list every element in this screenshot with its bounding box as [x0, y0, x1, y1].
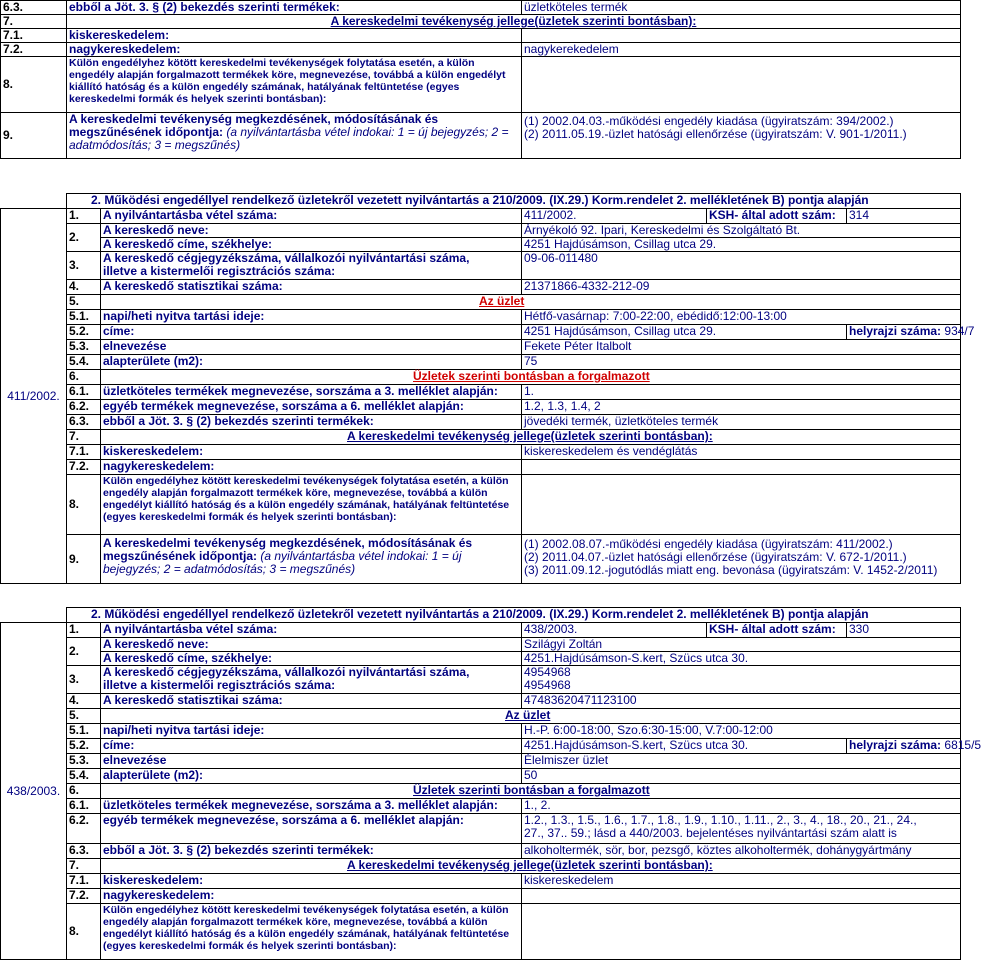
hrsz-cell	[847, 324, 975, 340]
row-5-4	[1, 355, 961, 370]
row-5	[1, 709, 961, 724]
row-2-name	[1, 638, 961, 652]
row-num: 6.3.	[1, 1, 67, 15]
row-4	[1, 280, 961, 295]
row-num: 5.1.	[67, 724, 101, 739]
row-value	[522, 666, 961, 694]
row-7	[1, 15, 961, 29]
row-value: 1.	[522, 385, 961, 400]
row-num: 6.3.	[67, 415, 101, 430]
row-num: 7.2.	[67, 889, 101, 904]
row-label: Külön engedélyhez kötött kereskedelmi tevékenységek folytatása esetén, a külön engedély alapján forgalmazott termékek köre, megnevezése, továbbá a külön engedélyt kiállító hatóság és a külön engedély számának, hatályának feltüntetése (egyes kereskedelmi formák és helyek szerinti bontásban):	[101, 904, 522, 960]
row-label: ebből a Jöt. 3. § (2) bekezdés szerinti termékek:	[67, 1, 522, 15]
history-entry: (2) 2011.04.07.-üzlet hatósági ellenőrzése (ügyiratszám: V. 672-1/2011.)	[524, 550, 907, 564]
record-header-row	[1, 608, 961, 623]
row-num: 4.	[67, 694, 101, 709]
row-label: nagykereskedelem:	[67, 43, 522, 57]
row-2-address	[1, 238, 961, 252]
row-label: A kereskedő címe, székhelye:	[101, 652, 522, 666]
row-num: 8.	[67, 475, 101, 535]
row-value: Árnyékoló 92. Ipari, Kereskedelmi és Szolgáltató Bt.	[522, 224, 961, 238]
row-value: 1., 2.	[522, 799, 961, 814]
row-6-3	[1, 1, 961, 15]
row-5-3	[1, 754, 961, 769]
ksh-label: KSH- által adott szám:	[707, 623, 847, 638]
row-num: 7.1.	[67, 874, 101, 889]
section-heading: A kereskedelmi tevékenység jellege(üzletek szerinti bontásban):	[67, 15, 961, 29]
row-value	[522, 475, 961, 535]
row-label: alapterülete (m2):	[101, 769, 522, 784]
row-7-2	[1, 460, 961, 475]
row-value	[522, 252, 961, 280]
row-5-2	[1, 739, 961, 754]
row-label: napi/heti nyitva tartási ideje:	[101, 310, 522, 325]
row-num: 7.	[1, 15, 67, 29]
value-line: 4954968	[524, 678, 571, 692]
record-table-438-2003	[0, 607, 981, 960]
label-line: A kereskedő cégjegyzékszáma, vállalkozói nyilvántartási száma,	[103, 251, 470, 265]
row-5-4	[1, 769, 961, 784]
record-id: 411/2002.	[1, 209, 67, 584]
hrsz-label: helyrajzi száma:	[849, 738, 942, 752]
row-label: kiskereskedelem:	[67, 29, 522, 43]
row-num: 5.	[67, 295, 101, 310]
section-heading: Az üzlet	[101, 295, 961, 310]
row-value: alkoholtermék, sör, bor, pezsgő, köztes alkoholtermék, dohánygyártmány	[522, 844, 961, 859]
label-italic: (a nyilvántartásba vétel indokai: 1 = új bejegyzés; 2 = adatmódosítás; 3 = megszűnés)	[103, 549, 462, 576]
row-num: 5.3.	[67, 340, 101, 355]
row-6-2	[1, 814, 961, 844]
row-4	[1, 694, 961, 709]
row-label: A kereskedő neve:	[101, 638, 522, 652]
row-7-1	[1, 874, 961, 889]
row-num: 7.2.	[1, 43, 67, 57]
row-values	[522, 113, 961, 159]
row-label: alapterülete (m2):	[101, 355, 522, 370]
row-label: kiskereskedelem:	[101, 874, 522, 889]
label-italic: (a nyilvántartásba vétel indokai: 1 = új bejegyzés; 2 = adatmódosítás; 3 = megszűnés)	[69, 125, 509, 152]
top-continuation-table	[0, 0, 961, 159]
row-num: 6.2.	[67, 400, 101, 415]
row-label: elnevezése	[101, 340, 522, 355]
row-values	[522, 535, 961, 584]
label-bold: A kereskedelmi tevékenység megkezdésének, módosításának és megszűnésének időpontja:	[69, 112, 439, 139]
section-heading: Az üzlet	[101, 709, 961, 724]
row-7	[1, 430, 961, 445]
row-5-1	[1, 724, 961, 739]
ksh-label: KSH- által adott szám:	[707, 209, 847, 224]
label-line: illetve a kistermelői regisztrációs száma:	[103, 264, 336, 278]
history-entry: (2) 2011.05.19.-üzlet hatósági ellenőrzése (ügyiratszám: V. 901-1/2011.)	[524, 127, 907, 141]
row-label: címe:	[101, 325, 522, 340]
row-value: Hétfő-vasárnap: 7:00-22:00, ebédidő:12:00-13:00	[522, 310, 961, 325]
row-num: 5.4.	[67, 769, 101, 784]
row-value: üzletköteles termék	[522, 1, 961, 15]
row-value: 438/2003.	[522, 623, 707, 638]
row-num: 5.4.	[67, 355, 101, 370]
row-label: ebből a Jöt. 3. § (2) bekezdés szerinti termékek:	[101, 415, 522, 430]
row-value: 4251 Hajdúsámson, Csillag utca 29.	[522, 325, 847, 340]
row-value	[522, 57, 961, 113]
row-label: A kereskedő statisztikai száma:	[101, 280, 522, 295]
row-value	[522, 460, 961, 475]
row-value: Szilágyi Zoltán	[522, 638, 961, 652]
row-5	[1, 295, 961, 310]
row-num: 6.2.	[67, 814, 101, 844]
row-9	[1, 113, 961, 159]
row-label: Külön engedélyhez kötött kereskedelmi tevékenységek folytatása esetén, a külön engedély alapján forgalmazott termékek köre, megnevezése, továbbá a külön engedélyt kiállító hatóság és a külön engedély számának, hatályának feltüntetése (egyes kereskedelmi formák és helyek szerinti bontásban):	[67, 57, 522, 113]
row-value: kiskereskedelem	[522, 874, 961, 889]
row-num: 2.	[67, 224, 101, 252]
record-id: 438/2003.	[1, 623, 67, 960]
row-label: napi/heti nyitva tartási ideje:	[101, 724, 522, 739]
row-label: nagykereskedelem:	[101, 889, 522, 904]
record-header: 2. Működési engedéllyel rendelkező üzletekről vezetett nyilvántartás a 210/2009. (IX.29.) Korm.rendelet 2. mellékletének B) pontja alapján	[67, 194, 961, 209]
row-6-2	[1, 400, 961, 415]
record-header-row	[1, 194, 961, 209]
row-label: ebből a Jöt. 3. § (2) bekezdés szerinti termékek:	[101, 844, 522, 859]
row-num: 1.	[67, 209, 101, 224]
row-label: üzletköteles termékek megnevezése, sorszáma a 3. melléklet alapján:	[101, 799, 522, 814]
row-value: 21371866-4332-212-09	[522, 280, 961, 295]
row-value: 75	[522, 355, 961, 370]
history-entry: (1) 2002.08.07.-működési engedély kiadása (ügyiratszám: 411/2002.)	[524, 537, 893, 551]
row-num: 6.	[67, 784, 101, 799]
record-header: 2. Működési engedéllyel rendelkező üzletekről vezetett nyilvántartás a 210/2009. (IX.29.) Korm.rendelet 2. mellékletének B) pontja alapján	[67, 608, 961, 623]
value-line: 09-06-011480	[524, 251, 598, 265]
row-num: 8.	[67, 904, 101, 960]
row-value: 411/2002.	[522, 209, 707, 224]
row-7-1	[1, 445, 961, 460]
row-num: 7.1.	[67, 445, 101, 460]
value-line: 4954968	[524, 665, 571, 679]
row-5-1	[1, 310, 961, 325]
row-num: 6.1.	[67, 385, 101, 400]
row-num: 6.	[67, 370, 101, 385]
row-value: jövedéki termék, üzletköteles termék	[522, 415, 961, 430]
row-3	[1, 666, 961, 694]
row-num: 2.	[67, 638, 101, 666]
label-line: illetve a kistermelői regisztrációs száma:	[103, 678, 336, 692]
row-7-2	[1, 43, 961, 57]
row-6	[1, 784, 961, 799]
row-label: A kereskedő neve:	[101, 224, 522, 238]
row-value: Fekete Péter Italbolt	[522, 340, 961, 355]
row-num: 3.	[67, 666, 101, 694]
row-value: nagykerekedelem	[522, 43, 961, 57]
section-heading: Üzletek szerinti bontásban a forgalmazott	[101, 784, 961, 799]
row-8	[1, 904, 961, 960]
row-value: 1.2, 1.3, 1.4, 2	[522, 400, 961, 415]
row-6-3	[1, 415, 961, 430]
row-6-1	[1, 799, 961, 814]
row-label: Külön engedélyhez kötött kereskedelmi tevékenységek folytatása esetén, a külön engedély alapján forgalmazott termékek köre, megnevezése, továbbá a külön engedélyt kiállító hatóság és a külön engedély számának, hatályának feltüntetése (egyes kereskedelmi formák és helyek szerinti bontásban):	[101, 475, 522, 535]
label-line: A kereskedő cégjegyzékszáma, vállalkozói nyilvántartási száma,	[103, 665, 470, 679]
row-label: kiskereskedelem:	[101, 445, 522, 460]
row-5-2	[1, 325, 961, 340]
row-label: A nyilvántartásba vétel száma:	[101, 623, 522, 638]
row-num: 5.2.	[67, 325, 101, 340]
row-num: 5.2.	[67, 739, 101, 754]
row-label: A kereskedő statisztikai száma:	[101, 694, 522, 709]
row-value: 4251.Hajdúsámson-S.kert, Szücs utca 30.	[522, 652, 961, 666]
row-num: 9.	[67, 535, 101, 584]
row-num: 4.	[67, 280, 101, 295]
ksh-value: 314	[847, 209, 961, 224]
row-7-1	[1, 29, 961, 43]
row-6-1	[1, 385, 961, 400]
row-value	[522, 889, 961, 904]
row-3	[1, 252, 961, 280]
row-5-3	[1, 340, 961, 355]
row-num: 6.1.	[67, 799, 101, 814]
row-num: 9.	[1, 113, 67, 159]
section-heading: Üzletek szerinti bontásban a forgalmazott	[101, 370, 961, 385]
row-label	[67, 113, 522, 159]
row-1	[1, 209, 961, 224]
row-num: 7.2.	[67, 460, 101, 475]
hrsz-value: 934/7	[944, 324, 975, 338]
row-label: üzletköteles termékek megnevezése, sorszáma a 3. melléklet alapján:	[101, 385, 522, 400]
row-num: 5.3.	[67, 754, 101, 769]
history-entry: (1) 2002.04.03.-működési engedély kiadása (ügyiratszám: 394/2002.)	[524, 114, 894, 128]
hrsz-label: helyrajzi száma:	[849, 324, 942, 338]
row-num: 7.	[67, 430, 101, 445]
row-value	[522, 814, 961, 844]
history-entry: (3) 2011.09.12.-jogutódlás miatt eng. bevonása (ügyiratszám: V. 1452-2/2011)	[524, 563, 938, 577]
label-bold: A kereskedelmi tevékenység megkezdésének, módosításának és megszűnésének időpontja:	[103, 536, 473, 563]
row-label: egyéb termékek megnevezése, sorszáma a 6. melléklet alapján:	[101, 814, 522, 844]
row-8	[1, 475, 961, 535]
row-value	[522, 29, 961, 43]
hrsz-cell	[847, 738, 981, 754]
row-value: kiskereskedelem és vendéglátás	[522, 445, 961, 460]
ksh-value: 330	[847, 623, 961, 638]
row-label: egyéb termékek megnevezése, sorszáma a 6. melléklet alapján:	[101, 400, 522, 415]
hrsz-value: 6815/5	[944, 738, 981, 752]
row-label	[101, 666, 522, 694]
row-label: címe:	[101, 739, 522, 754]
value-line: 27., 37.. 59.; lásd a 440/2003. bejelentéses nyilvántartási szám alatt is	[524, 826, 897, 840]
row-num: 6.3.	[67, 844, 101, 859]
row-value: H.-P. 6:00-18:00, Szo.6:30-15:00, V.7:00-12:00	[522, 724, 961, 739]
row-label: nagykereskedelem:	[101, 460, 522, 475]
row-value: 50	[522, 769, 961, 784]
row-value: Élelmiszer üzlet	[522, 754, 961, 769]
row-label: A kereskedő címe, székhelye:	[101, 238, 522, 252]
row-value: 47483620471123100	[522, 694, 961, 709]
value-line: 1.2., 1.3., 1.5., 1.6., 1.7., 1.8., 1.9., 1.10., 1.11., 2., 3., 4., 18., 20., 21., 24.,	[524, 813, 917, 827]
row-label	[101, 252, 522, 280]
row-label: A nyilvántartásba vétel száma:	[101, 209, 522, 224]
row-num: 1.	[67, 623, 101, 638]
row-num: 3.	[67, 252, 101, 280]
row-7-2	[1, 889, 961, 904]
row-num: 8.	[1, 57, 67, 113]
row-1	[1, 623, 961, 638]
row-value	[522, 904, 961, 960]
row-num: 5.1.	[67, 310, 101, 325]
row-num: 5.	[67, 709, 101, 724]
row-7	[1, 859, 961, 874]
row-6-3	[1, 844, 961, 859]
row-9	[1, 535, 961, 584]
row-label: elnevezése	[101, 754, 522, 769]
row-value: 4251.Hajdúsámson-S.kert, Szücs utca 30.	[522, 739, 847, 754]
row-num: 7.1.	[1, 29, 67, 43]
row-num: 7.	[67, 859, 101, 874]
row-label	[101, 535, 522, 584]
section-heading: A kereskedelmi tevékenység jellege(üzletek szerinti bontásban):	[101, 430, 961, 445]
row-6	[1, 370, 961, 385]
row-8	[1, 57, 961, 113]
record-table-411-2002	[0, 193, 975, 584]
row-value: 4251 Hajdúsámson, Csillag utca 29.	[522, 238, 961, 252]
section-heading: A kereskedelmi tevékenység jellege(üzletek szerinti bontásban):	[101, 859, 961, 874]
row-2-name	[1, 224, 961, 238]
row-2-address	[1, 652, 961, 666]
